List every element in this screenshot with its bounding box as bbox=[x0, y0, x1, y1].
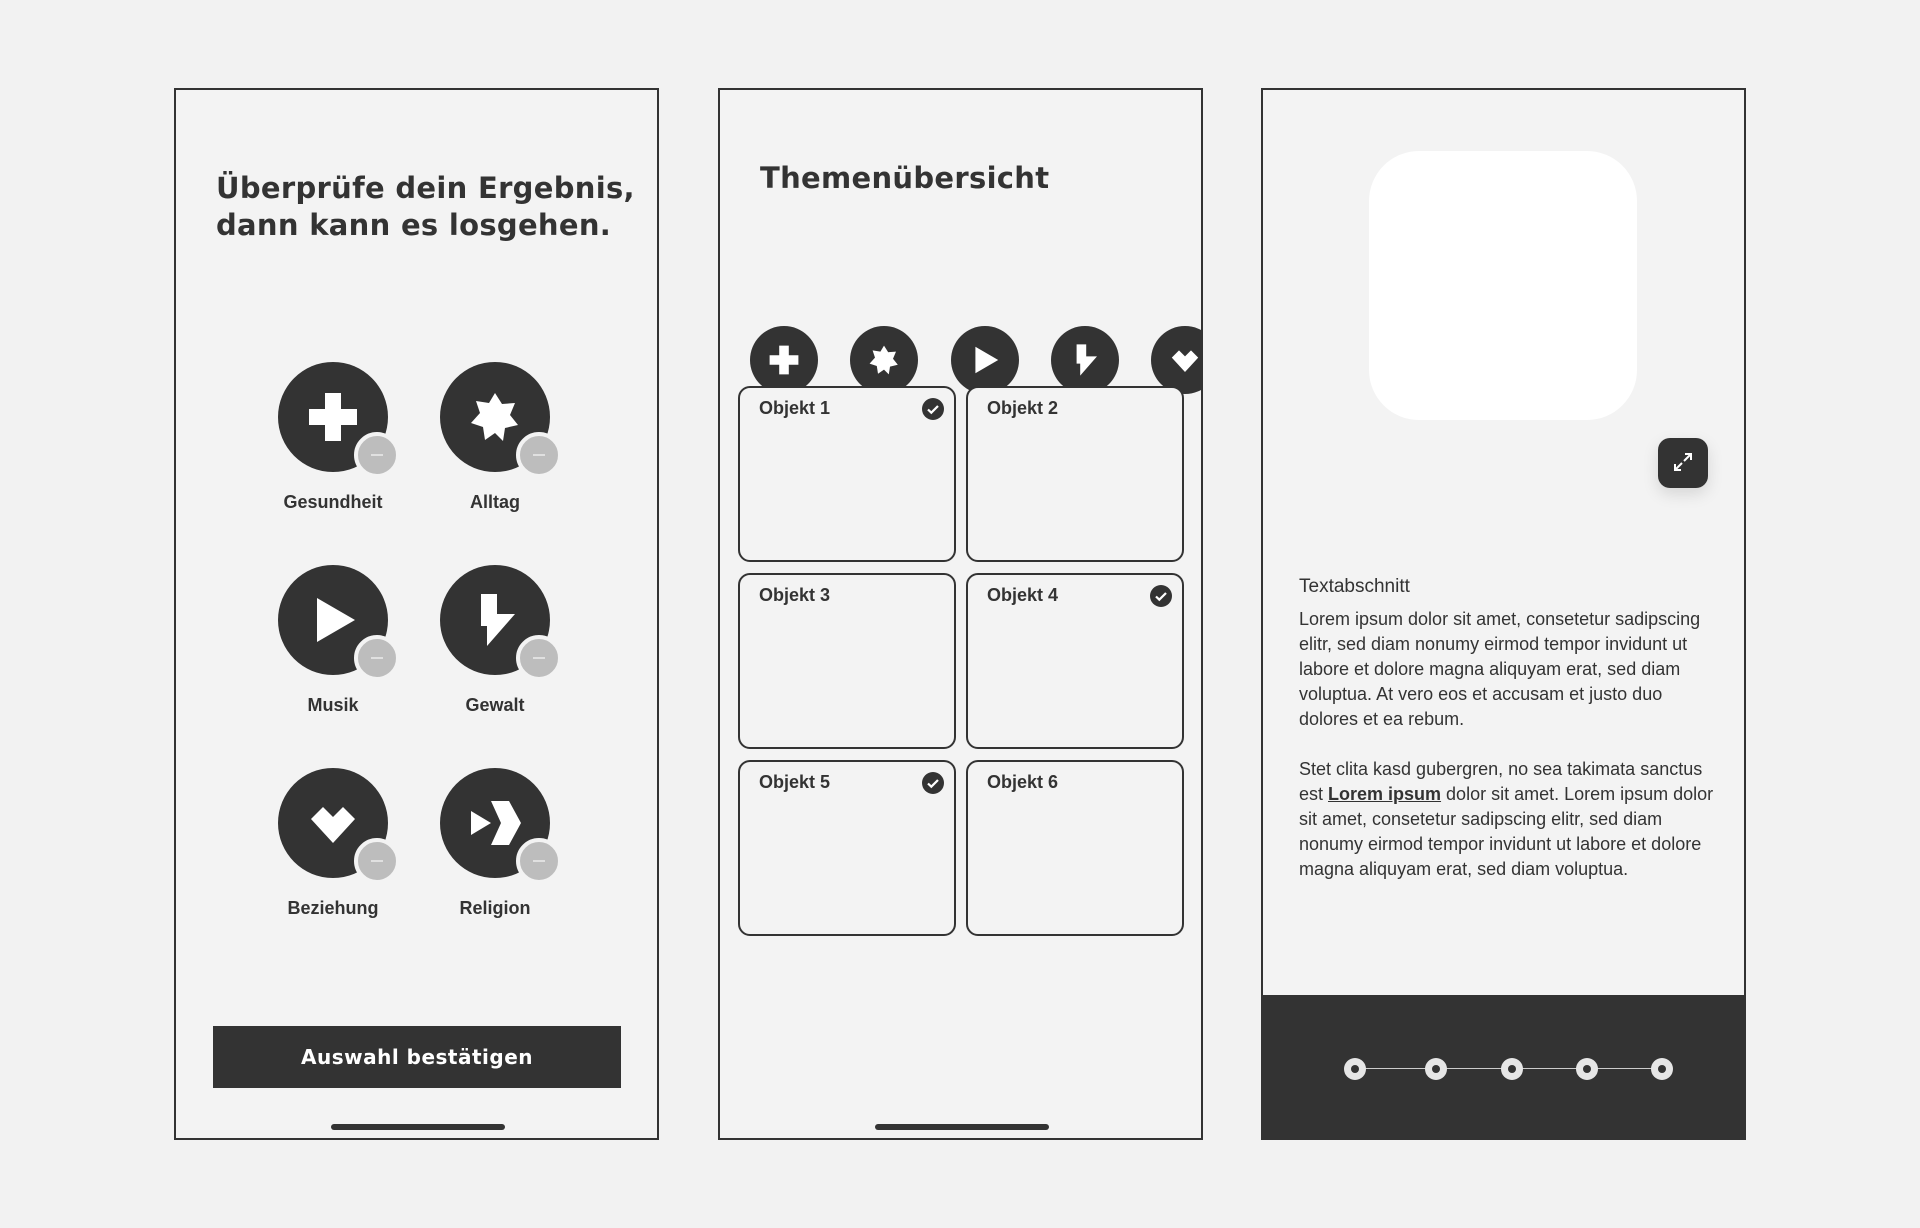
topic-item[interactable] bbox=[258, 362, 408, 513]
paragraph-text: Stet clita kasd gubergren, no sea takimata sanctus est bbox=[1299, 759, 1703, 804]
object-label: Objekt 2 bbox=[987, 398, 1059, 418]
confirm-selection-button[interactable]: Auswahl bestätigen bbox=[213, 1026, 621, 1088]
object-card[interactable] bbox=[966, 386, 1184, 562]
expand-icon bbox=[1671, 450, 1695, 474]
detail-screen bbox=[1261, 88, 1746, 1140]
arrow-icon bbox=[465, 793, 525, 853]
remove-icon[interactable] bbox=[516, 432, 562, 478]
topic-relationship-button[interactable] bbox=[1151, 326, 1203, 394]
heart-icon bbox=[1167, 342, 1203, 378]
cross-icon bbox=[766, 342, 802, 378]
checkmark-icon bbox=[1150, 585, 1172, 607]
topic-label: Beziehung bbox=[287, 898, 379, 918]
topic-item[interactable] bbox=[258, 768, 408, 919]
cross-icon bbox=[303, 387, 363, 447]
remove-icon[interactable] bbox=[516, 635, 562, 681]
topic-label: Alltag bbox=[469, 492, 520, 512]
object-card[interactable] bbox=[738, 573, 956, 749]
step-5[interactable] bbox=[1651, 1058, 1673, 1080]
page-title: Überprüfe dein Ergebnis, dann kann es losgehen. bbox=[216, 171, 635, 242]
image-placeholder bbox=[1369, 151, 1637, 420]
topic-item[interactable] bbox=[258, 565, 408, 716]
paragraph-1: Lorem ipsum dolor sit amet, consetetur sadipscing elitr, sed diam nonumy eirmod tempor invidunt ut labore et dolore magna aliquyam erat, sed diam voluptua. At vero eos et accusam et justo duo dolores et ea rebum. bbox=[1299, 609, 1701, 729]
topic-violence-button[interactable] bbox=[1051, 326, 1119, 394]
object-label: Objekt 1 bbox=[759, 398, 831, 418]
object-label: Objekt 5 bbox=[759, 772, 831, 792]
topic-label: Musik bbox=[307, 695, 359, 715]
play-icon bbox=[967, 342, 1003, 378]
remove-icon[interactable] bbox=[354, 432, 400, 478]
step-3[interactable] bbox=[1501, 1058, 1523, 1080]
topic-label: Religion bbox=[459, 898, 531, 918]
star-icon bbox=[866, 342, 902, 378]
topic-circle[interactable] bbox=[278, 768, 388, 878]
object-label: Objekt 4 bbox=[987, 585, 1059, 605]
star-icon bbox=[465, 387, 525, 447]
object-card[interactable] bbox=[738, 760, 956, 936]
topic-item[interactable] bbox=[420, 768, 570, 919]
object-card[interactable] bbox=[966, 760, 1184, 936]
remove-icon[interactable] bbox=[354, 838, 400, 884]
page-title: Themenübersicht bbox=[760, 161, 1050, 195]
lightning-icon bbox=[465, 590, 525, 650]
object-label: Objekt 6 bbox=[987, 772, 1059, 792]
step-2[interactable] bbox=[1425, 1058, 1447, 1080]
play-icon bbox=[303, 590, 363, 650]
topic-item[interactable] bbox=[420, 565, 570, 716]
topic-label: Gewalt bbox=[465, 695, 525, 715]
object-card[interactable] bbox=[738, 386, 956, 562]
section-heading: Textabschnitt bbox=[1299, 576, 1410, 597]
topic-label: Gesundheit bbox=[283, 492, 383, 512]
object-label: Objekt 3 bbox=[759, 585, 831, 605]
remove-icon[interactable] bbox=[516, 838, 562, 884]
topic-item[interactable] bbox=[420, 362, 570, 513]
topic-circle[interactable] bbox=[440, 768, 550, 878]
home-indicator bbox=[875, 1124, 1049, 1130]
topic-circle[interactable] bbox=[278, 565, 388, 675]
remove-icon[interactable] bbox=[354, 635, 400, 681]
topic-everyday-button[interactable] bbox=[850, 326, 918, 394]
lorem-ipsum-link[interactable]: Lorem ipsum bbox=[1328, 784, 1442, 804]
step-4[interactable] bbox=[1576, 1058, 1598, 1080]
expand-button[interactable] bbox=[1658, 438, 1708, 488]
topic-overview-screen bbox=[718, 88, 1203, 1140]
object-card[interactable] bbox=[966, 573, 1184, 749]
home-indicator bbox=[331, 1124, 505, 1130]
lightning-icon bbox=[1067, 342, 1103, 378]
topic-health-button[interactable] bbox=[750, 326, 818, 394]
heart-icon bbox=[303, 793, 363, 853]
footer-stepper bbox=[1263, 995, 1744, 1140]
checkmark-icon bbox=[922, 772, 944, 794]
text-section bbox=[1299, 574, 1719, 907]
topic-music-button[interactable] bbox=[951, 326, 1019, 394]
topic-circle[interactable] bbox=[440, 565, 550, 675]
checkmark-icon bbox=[922, 398, 944, 420]
topic-circle[interactable] bbox=[440, 362, 550, 472]
step-1[interactable] bbox=[1344, 1058, 1366, 1080]
paragraph-text: dolor sit amet. Lorem ipsum dolor sit amet, consetetur sadipscing elitr, sed diam nonumy eirmod tempor invidunt ut labore et dolore magna aliquyam erat, sed diam voluptua. bbox=[1299, 784, 1714, 879]
review-screen bbox=[174, 88, 659, 1140]
topic-circle[interactable] bbox=[278, 362, 388, 472]
paragraph-2 bbox=[1299, 757, 1719, 882]
